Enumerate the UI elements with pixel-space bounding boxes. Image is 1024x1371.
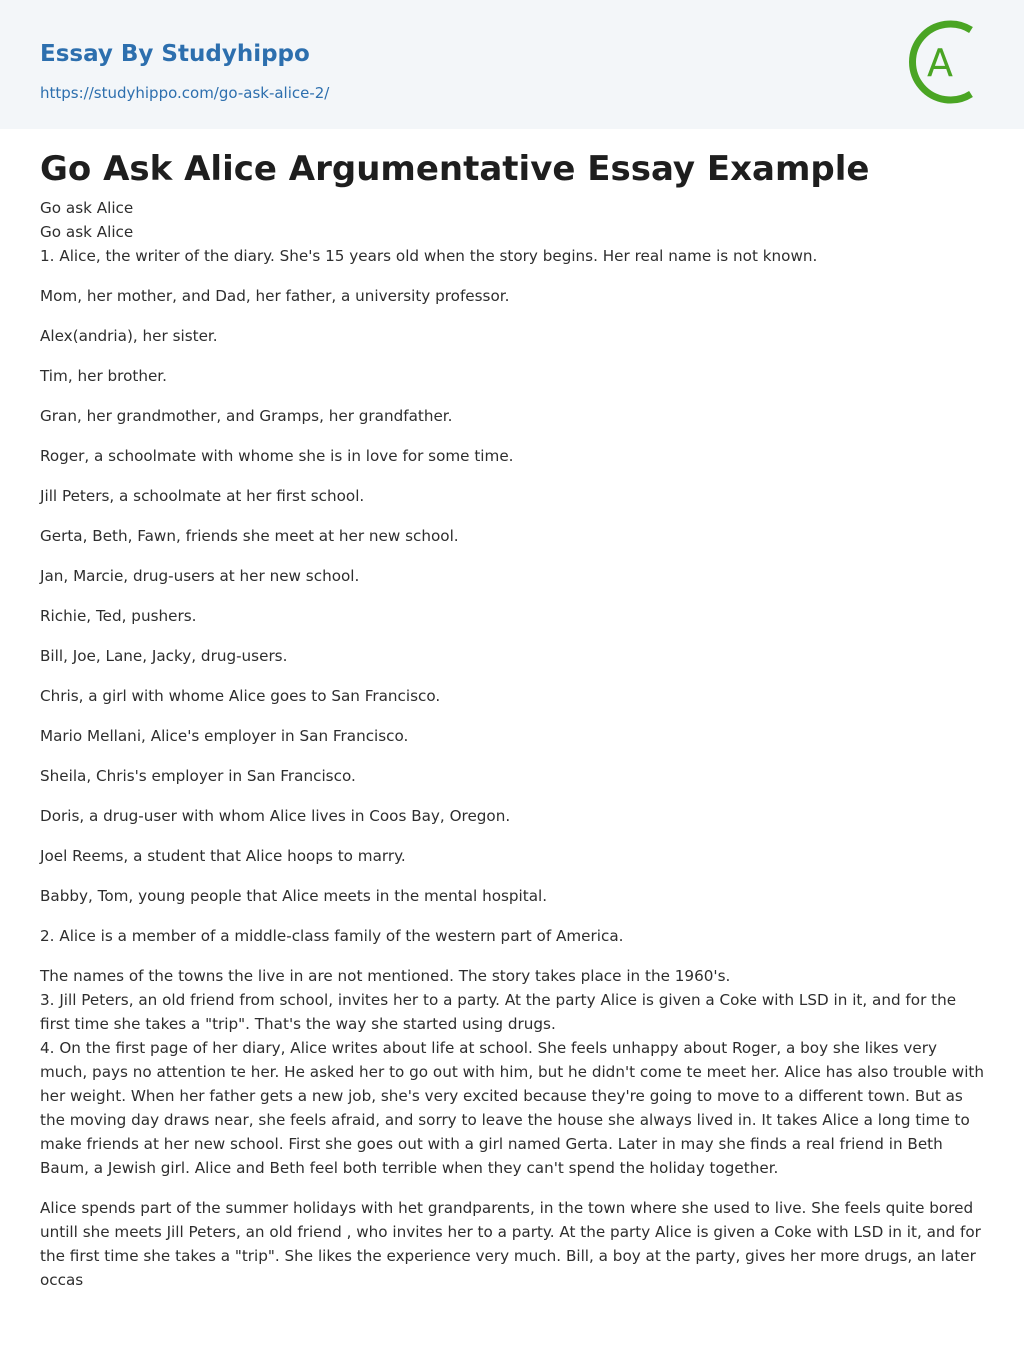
- essay-paragraph: Doris, a drug-user with whom Alice lives in Coos Bay, Oregon.: [40, 807, 511, 825]
- brand-title[interactable]: Essay By Studyhippo: [40, 41, 310, 67]
- essay-paragraph: Go ask Alice: [40, 223, 134, 241]
- essay-paragraph: Jill Peters, a schoolmate at her first school.: [40, 487, 365, 505]
- essay-paragraph: Go ask Alice: [40, 199, 134, 217]
- essay-paragraph: Joel Reems, a student that Alice hoops to marry.: [40, 847, 406, 865]
- essay-paragraph: Bill, Joe, Lane, Jacky, drug-users.: [40, 647, 288, 665]
- essay-paragraph: Mario Mellani, Alice's employer in San Francisco.: [40, 727, 409, 745]
- studyhippo-logo-icon[interactable]: [909, 18, 989, 106]
- essay-paragraph: 4. On the first page of her diary, Alice writes about life at school. She feels unhappy about Roger, a boy she likes very much, pays no attention te her. He asked her to go out with him, but he didn't come te meet her. Alice has also trouble with her weight. When her father gets a new job, she's very excited because they're going to move to a different town. But as the moving day draws near, she feels afraid, and sorry to leave the house she always lived in. It takes Alice a long time to make friends at her new school. First she goes out with a girl named Gerta. Later in may she finds a real friend in Beth Baum, a Jewish girl. Alice and Beth feel both terrible when they can't spend the holiday together.: [40, 1039, 984, 1177]
- essay-paragraph: Alex(andria), her sister.: [40, 327, 218, 345]
- page-title: Go Ask Alice Argumentative Essay Example: [40, 149, 870, 189]
- essay-paragraph: Mom, her mother, and Dad, her father, a university professor.: [40, 287, 510, 305]
- svg-text:A: A: [927, 41, 953, 85]
- essay-paragraph: Gran, her grandmother, and Gramps, her grandfather.: [40, 407, 453, 425]
- essay-paragraph: Chris, a girl with whome Alice goes to San Francisco.: [40, 687, 441, 705]
- essay-paragraph: 3. Jill Peters, an old friend from school, invites her to a party. At the party Alice is given a Coke with LSD in it, and for the first time she takes a "trip". That's the way she started using drugs.: [40, 991, 957, 1033]
- essay-paragraph: 1. Alice, the writer of the diary. She's 15 years old when the story begins. Her real name is not known.: [40, 247, 818, 265]
- essay-paragraph: Alice spends part of the summer holidays with het grandparents, in the town where she used to live. She feels quite bored untill she meets Jill Peters, an old friend , who invites her to a party. At the party Alice is given a Coke with LSD in it, and for the first time she takes a "trip". She likes the experience very much. Bill, a boy at the party, gives her more drugs, an later occas: [40, 1199, 981, 1289]
- essay-paragraph: Richie, Ted, pushers.: [40, 607, 197, 625]
- essay-paragraph: Gerta, Beth, Fawn, friends she meet at her new school.: [40, 527, 459, 545]
- essay-paragraph: Tim, her brother.: [40, 367, 167, 385]
- essay-paragraph: Sheila, Chris's employer in San Francisco.: [40, 767, 356, 785]
- source-url-link[interactable]: https://studyhippo.com/go-ask-alice-2/: [40, 84, 330, 102]
- site-header: [0, 0, 1024, 129]
- essay-body: [40, 196, 986, 1292]
- article: [40, 129, 986, 1308]
- essay-paragraph: The names of the towns the live in are not mentioned. The story takes place in the 1960's.: [40, 967, 731, 985]
- essay-paragraph: Babby, Tom, young people that Alice meets in the mental hospital.: [40, 887, 548, 905]
- essay-paragraph: 2. Alice is a member of a middle-class family of the western part of America.: [40, 927, 624, 945]
- essay-paragraph: Roger, a schoolmate with whome she is in love for some time.: [40, 447, 514, 465]
- essay-paragraph: Jan, Marcie, drug-users at her new school.: [40, 567, 360, 585]
